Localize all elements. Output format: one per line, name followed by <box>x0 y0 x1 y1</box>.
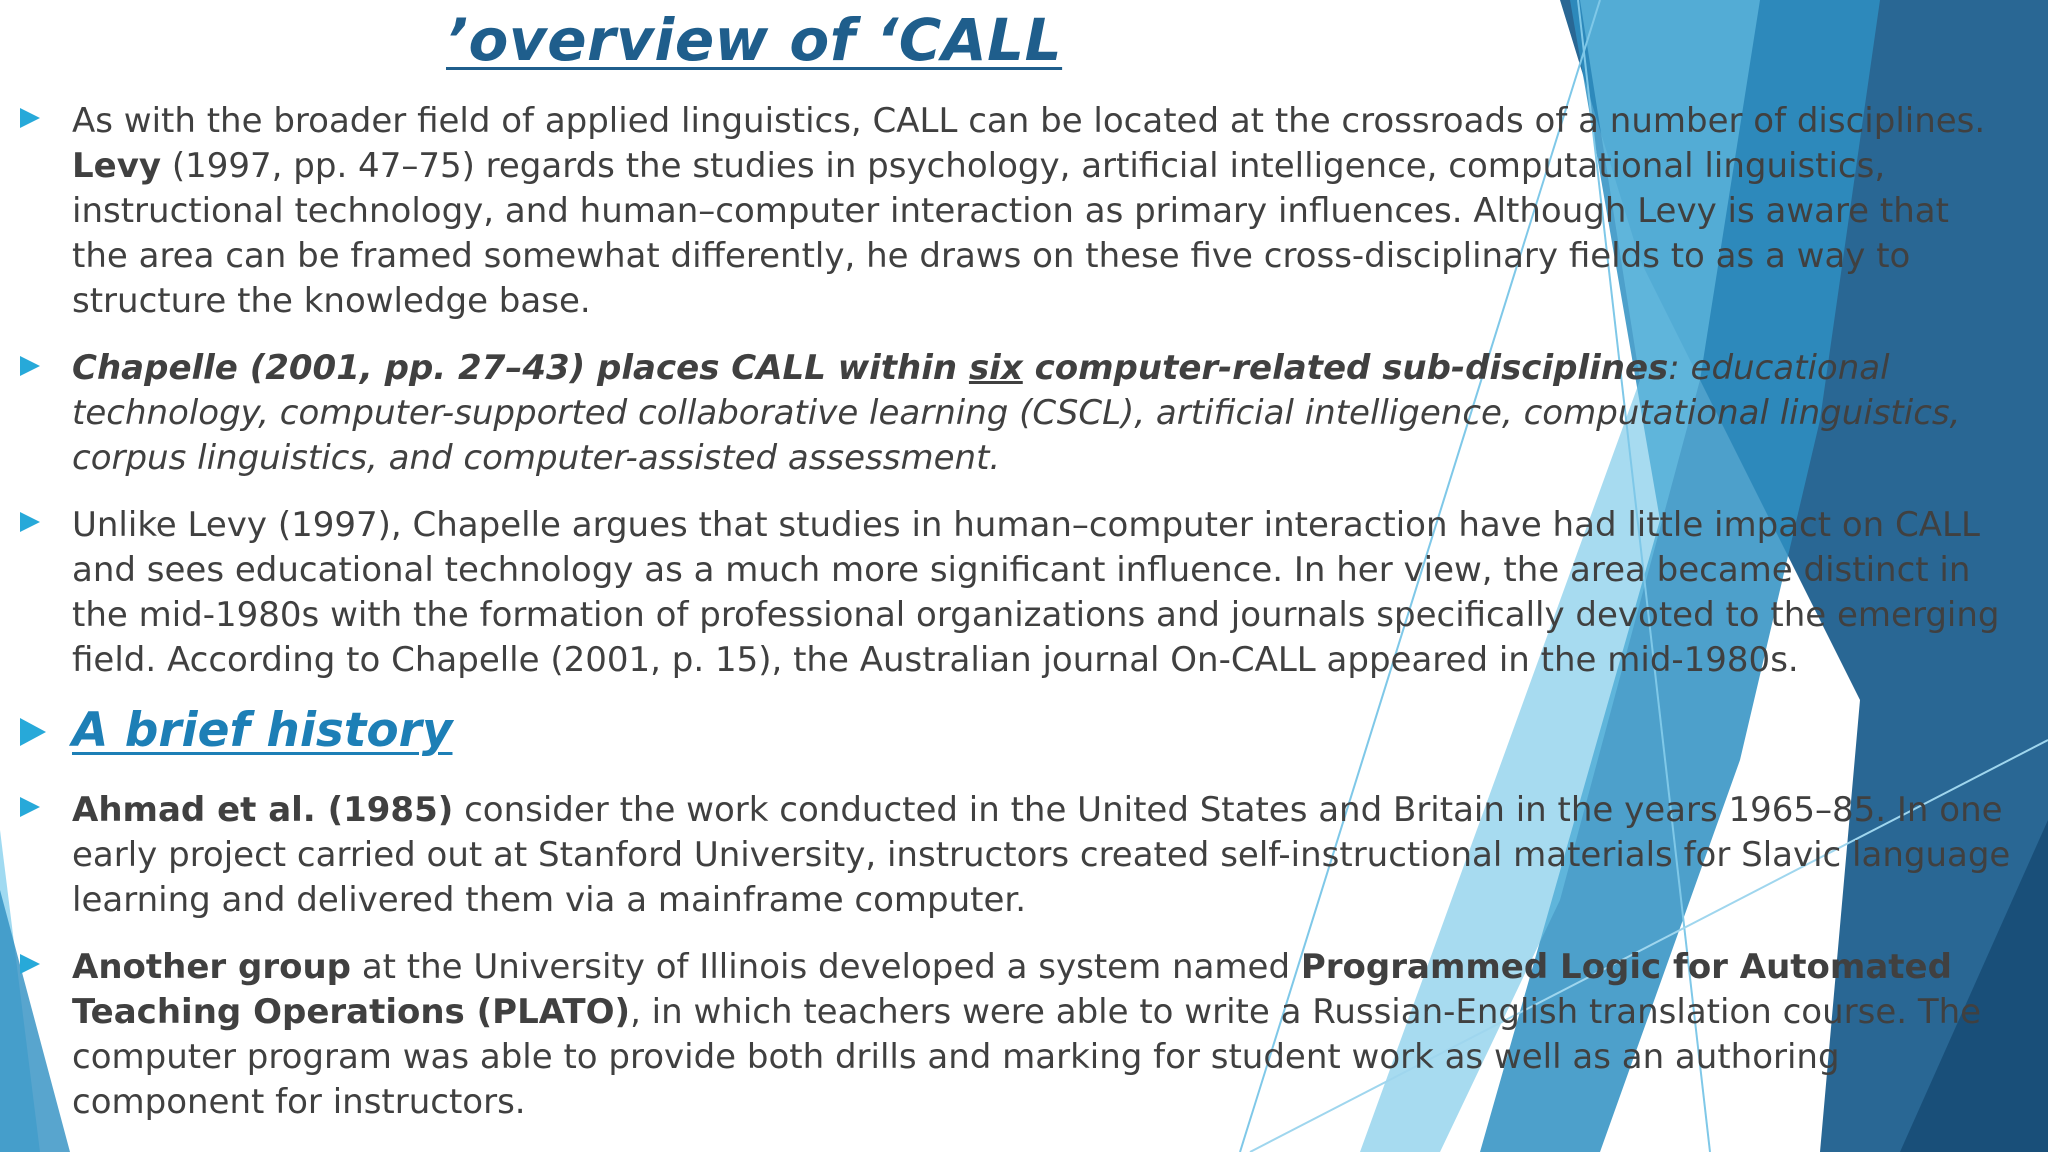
triangle-bullet-icon <box>20 718 46 746</box>
six-emphasis: six <box>968 348 1023 388</box>
paragraph-3-text: Unlike Levy (1997), Chapelle argues that studies in human–computer interaction have had little impact on CALL and sees educational technology as a much more significant influence. In her view, the area became distinct in the mid-1980s with the formation of professional organizations and journals specifically devoted to the emerging field. According to Chapelle (2001, p. 15), the Australian journal On-CALL appeared in the mid-1980s. <box>72 505 2000 680</box>
paragraph-plato-mid: at the University of Illinois developed a system named <box>351 947 1301 987</box>
another-group-bold: Another group <box>72 947 352 987</box>
author-ahmad: Ahmad et al. (1985) <box>72 790 454 830</box>
paragraph-ahmad <box>72 788 2012 923</box>
triangle-bullet-icon <box>20 797 40 817</box>
subdisciplines-list: : educational technology, computer-supported collaborative learning (CSCL), artificial intelligence, computational linguistics, corpus linguistics, and computer-assisted assessment. <box>72 348 1961 478</box>
chapelle-citation-bold: Chapelle (2001, pp. 27–43) places CALL within <box>72 348 969 388</box>
paragraph-unlike-levy <box>72 503 2012 683</box>
paragraph-ahmad-text: consider the work conducted in the United States and Britain in the years 1965–85. In one early project carried out at Stanford University, instructors created self-instructional materials for Slavic language learning and delivered them via a mainframe computer. <box>72 790 2011 920</box>
triangle-bullet-icon <box>20 356 40 376</box>
slide-title: ’overview of ‘CALL <box>446 6 1063 74</box>
triangle-bullet-icon <box>20 954 40 974</box>
plato-name-bold: Programmed Logic for Automated Teaching Operations (PLATO) <box>72 947 1952 1032</box>
paragraph-1-text-start: As with the broader field of applied linguistics, CALL can be located at the crossroads of a number of disciplines. <box>72 101 1986 141</box>
author-levy: Levy <box>72 146 162 186</box>
section-heading-brief-history: A brief history <box>72 703 453 758</box>
paragraph-plato-end: , in which teachers were able to write a Russian-English translation course. The computer program was able to provide both drills and marking for student work as well as an authoring component for instructors. <box>72 992 1982 1122</box>
subdisciplines-bold: computer-related sub-disciplines <box>1022 348 1669 388</box>
triangle-bullet-icon <box>20 512 40 532</box>
paragraph-levy <box>72 99 2012 324</box>
triangle-bullet-icon <box>20 108 40 128</box>
paragraph-1-text-end: (1997, pp. 47–75) regards the studies in psychology, artificial intelligence, computational linguistics, instructional technology, and human–computer interaction as primary influences. Although Levy is aware that the area can be framed somewhat differently, he draws on these five cross-disciplinary fields to as a way to structure the knowledge base. <box>72 146 1949 321</box>
paragraph-plato <box>72 945 2012 1125</box>
paragraph-chapelle-subdisciplines <box>72 346 2012 481</box>
